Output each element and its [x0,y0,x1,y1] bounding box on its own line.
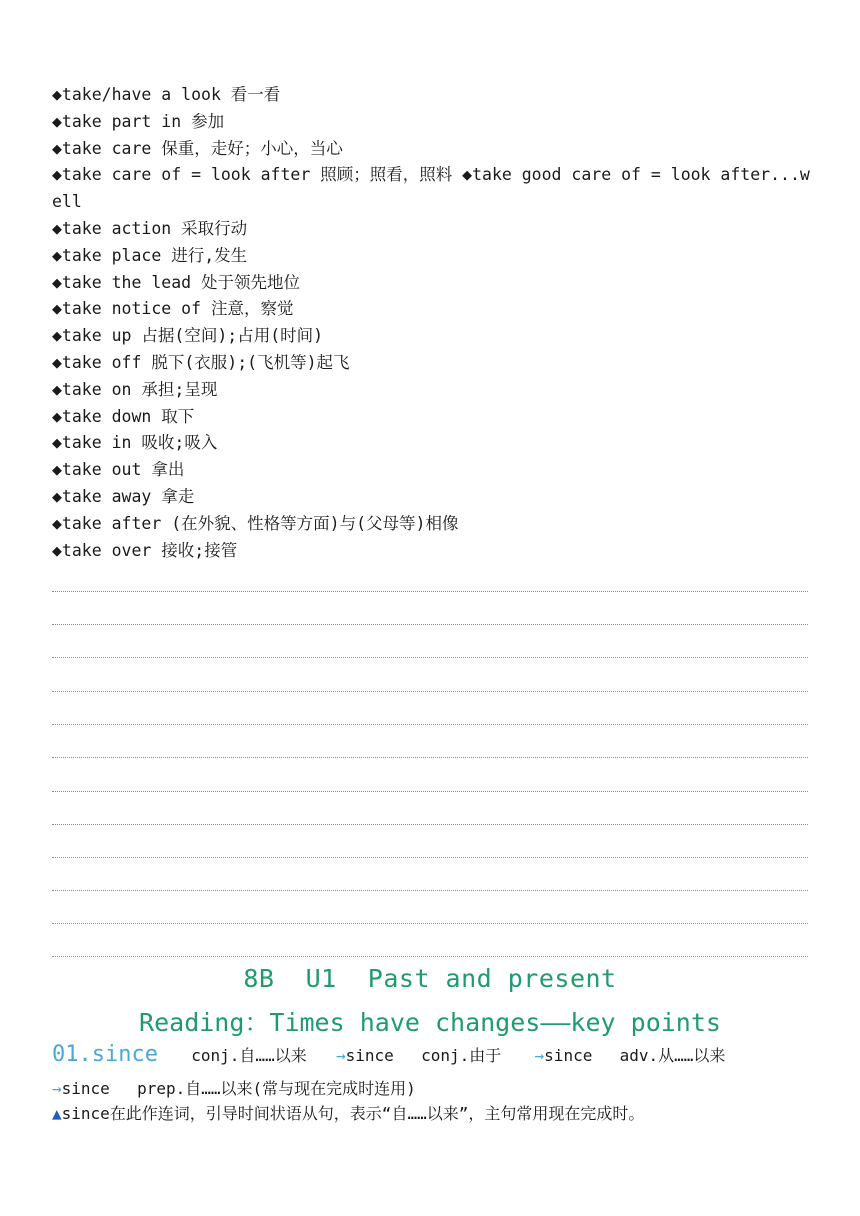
point-01-line [52,1076,416,1099]
phrase-list [52,82,812,564]
point-01-line [52,1042,725,1067]
phrase-item: ◆take up 占据(空间);占用(时间) [52,326,324,346]
note-line [52,824,808,825]
note-line [52,591,808,592]
note-line [52,857,808,858]
note-line [52,923,808,924]
section-title: 8B U1 Past and present [243,964,617,993]
phrase-item: ◆take down 取下 [52,406,195,426]
definition-word: since [345,1046,394,1065]
phrase-item: ◆take/have a look 看一看 [52,85,281,104]
definition-prep: prep.自……以来(常与现在完成时连用) [137,1079,416,1098]
point-01-note [52,1101,644,1124]
note-line [52,657,808,658]
arrow-icon: → [534,1046,545,1065]
note-line [52,757,808,758]
phrase-item: ◆take after (在外貌、性格等方面)与(父母等)相像 [52,513,459,533]
arrow-icon: → [52,1079,62,1098]
phrase-item: ◆take the lead 处于领先地位 [52,272,301,292]
note-line [52,890,808,891]
definition-word: since [61,1079,110,1098]
note-line [52,724,808,725]
note-line [52,624,808,625]
phrase-item: ◆take on 承担;呈现 [52,379,218,399]
phrase-item: ◆take action 采取行动 [52,218,248,238]
phrase-item: ◆take away 拿走 [52,486,195,506]
arrow-icon: → [335,1046,346,1065]
phrase-item: ◆take care of = look after 照顾；照看，照料 ◆take good care of = look after...well [52,165,810,212]
phrase-item: ◆take care 保重，走好；小心，当心 [52,138,343,158]
triangle-icon: ▲ [52,1104,62,1123]
phrase-item: ◆take part in 参加 [52,111,225,131]
note-line [52,691,808,692]
section-subtitle: Reading：Times have changes——key points [139,1008,721,1037]
note-text: since在此作连词，引导时间状语从句，表示“自……以来”，主句常用现在完成时。 [61,1104,645,1123]
phrase-item: ◆take over 接收;接管 [52,540,238,560]
phrase-item: ◆take off 脱下(衣服);(飞机等)起飞 [52,352,350,372]
definition-adv: adv.从……以来 [619,1046,726,1065]
phrase-item: ◆take notice of 注意，察觉 [52,299,294,319]
phrase-item: ◆take in 吸收;吸入 [52,433,218,453]
phrase-item: ◆take place 进行,发生 [52,245,248,265]
point-number: 01. [52,1042,92,1067]
definition-word: since [544,1046,593,1065]
note-line [52,956,808,957]
definition-conj-since: conj.自……以来 [191,1046,307,1065]
definition-conj-because: conj.由于 [421,1046,502,1065]
note-line [52,791,808,792]
phrase-item: ◆take out 拿出 [52,460,185,480]
point-word: since [91,1042,158,1067]
